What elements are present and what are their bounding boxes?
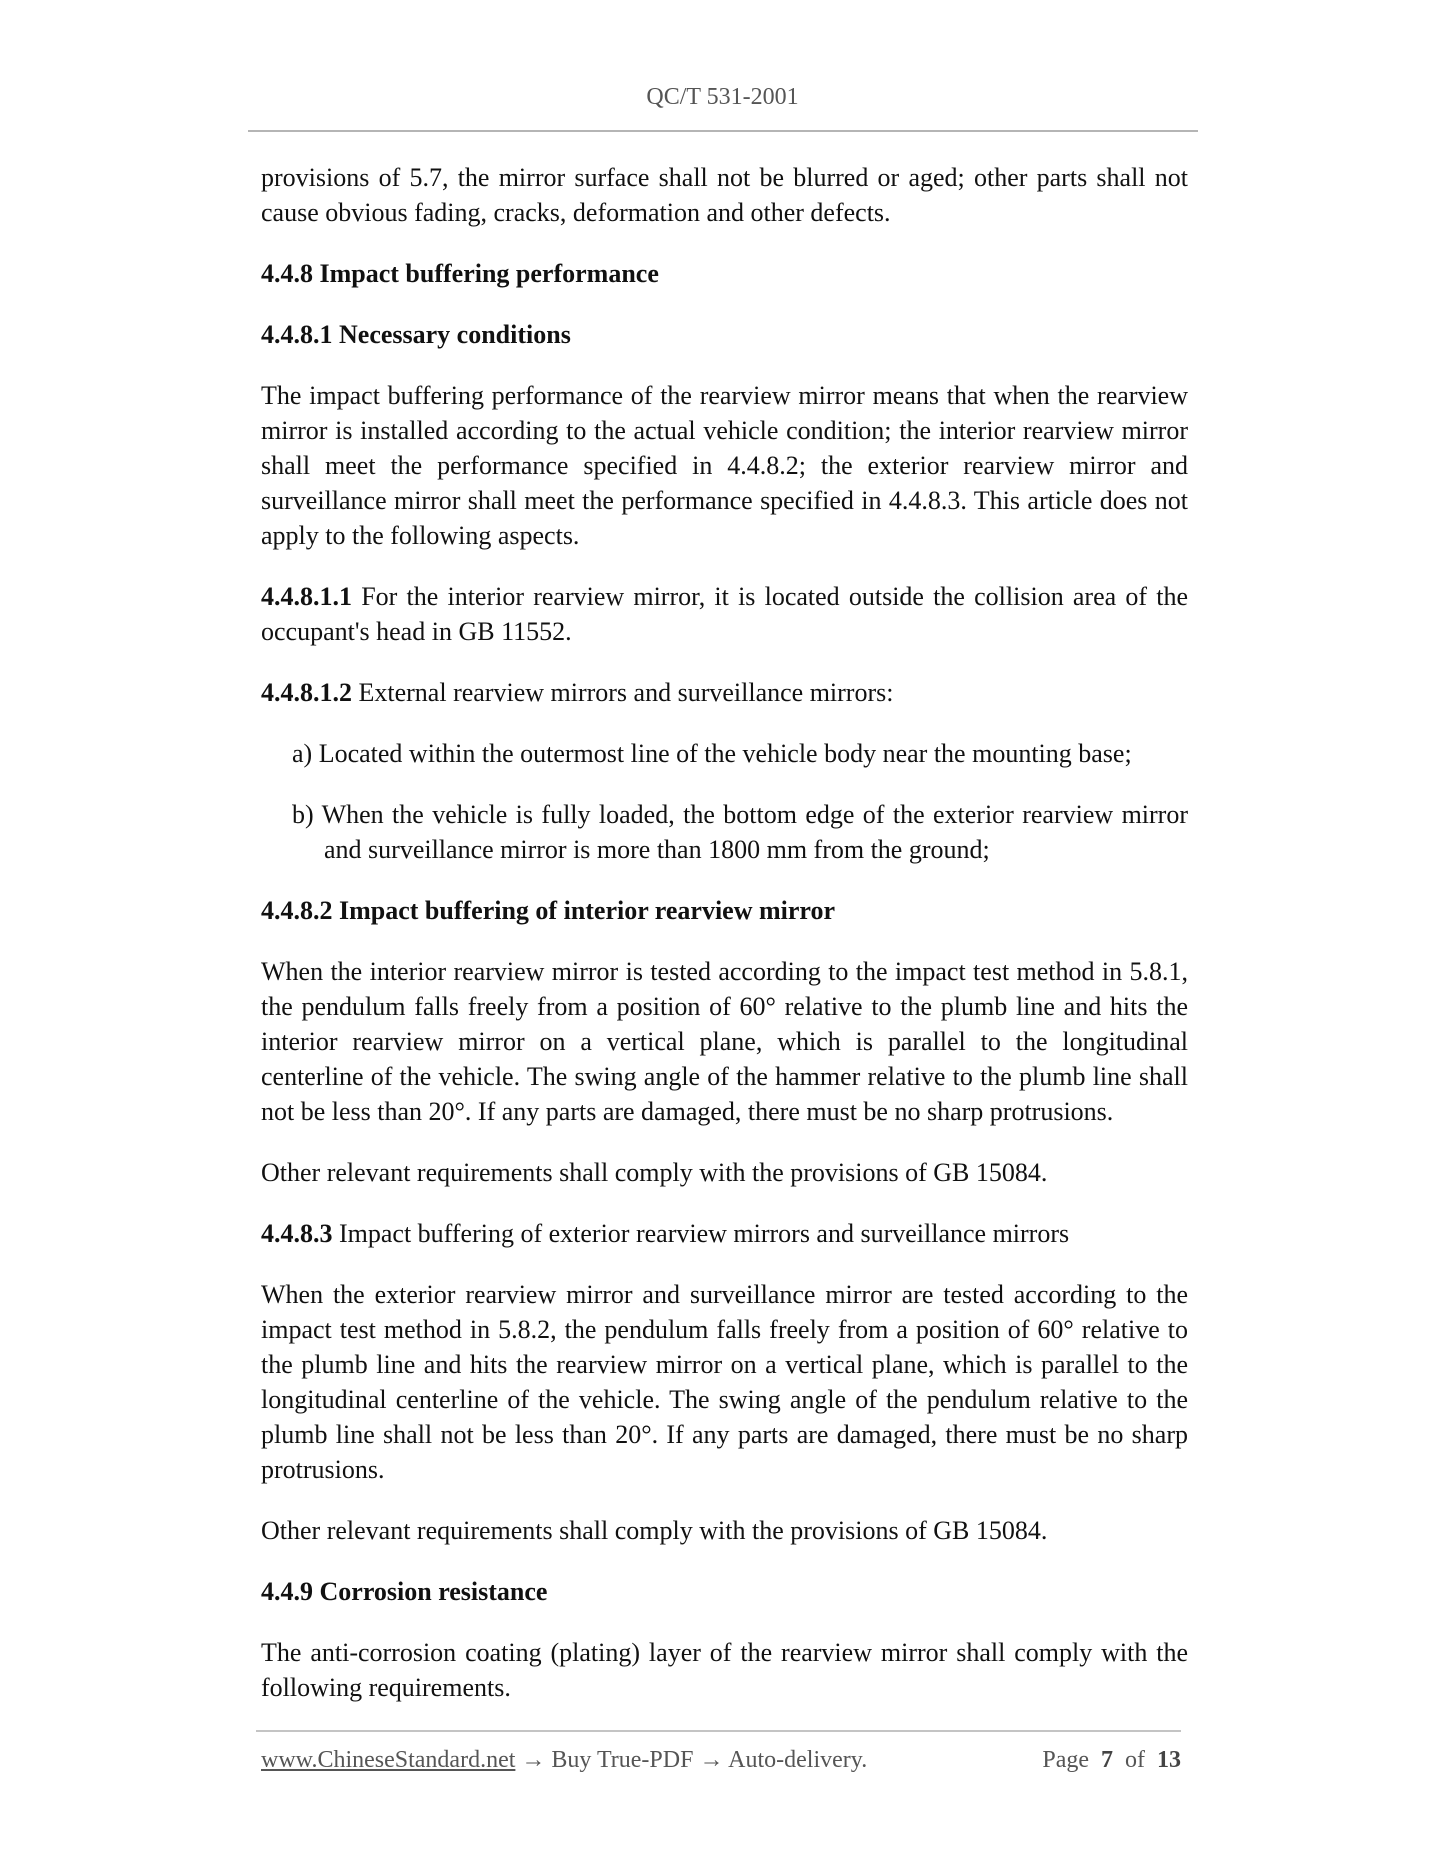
total-pages: 13: [1157, 1747, 1181, 1773]
page-label: Page: [1042, 1747, 1089, 1773]
clause-number: 4.4.8.1.2: [261, 678, 352, 707]
clause-number: 4.4.8.1.1: [261, 582, 352, 611]
page-body: [261, 160, 1188, 1731]
document-code-header: QC/T 531-2001: [646, 84, 799, 110]
section-heading-4-4-9: 4.4.9 Corrosion resistance: [261, 1577, 548, 1606]
clause-4-4-8-1-2: [261, 675, 1188, 710]
page-of-label: of: [1125, 1747, 1145, 1773]
paragraph-4-4-8-3: When the exterior rearview mirror and surveillance mirror are tested according to the impact test method in 5.8.2, the pendulum falls freely from a position of 60° relative to the plumb line and hits the rearview mirror on a vertical plane, which is parallel to the longitudinal centerline of the vehicle. The swing angle of the pendulum relative to the plumb line shall not be less than 20°. If any parts are damaged, there must be no sharp protrusions.: [261, 1280, 1188, 1484]
clause-text: External rearview mirrors and surveillance mirrors:: [352, 678, 894, 707]
clause-4-4-8-1-1: [261, 579, 1188, 649]
list-item-b: b) When the vehicle is fully loaded, the bottom edge of the exterior rearview mirror and surveillance mirror is more than 1800 mm from the ground;: [292, 800, 1188, 864]
list-item-a: a) Located within the outermost line of the vehicle body near the mounting base;: [292, 739, 1132, 768]
footer-divider: [256, 1730, 1181, 1732]
website-link[interactable]: www.ChineseStandard.net: [261, 1747, 516, 1773]
header-divider: [248, 130, 1198, 132]
footer-promo: [261, 1747, 867, 1774]
auto-delivery-text: Auto-delivery.: [728, 1747, 868, 1773]
intro-paragraph: provisions of 5.7, the mirror surface shall not be blurred or aged; other parts shall not cause obvious fading, cracks, deformation and other defects.: [261, 163, 1188, 227]
clause-4-4-8-3: [261, 1216, 1188, 1251]
section-heading-4-4-8-2: 4.4.8.2 Impact buffering of interior rearview mirror: [261, 896, 836, 925]
section-heading-4-4-8: 4.4.8 Impact buffering performance: [261, 259, 659, 288]
arrow-right-icon: →: [693, 1747, 729, 1773]
buy-pdf-text: Buy True-PDF: [551, 1747, 694, 1773]
paragraph-4-4-9: The anti-corrosion coating (plating) layer of the rearview mirror shall comply with the following requirements.: [261, 1638, 1188, 1702]
other-requirements-4-4-8-2: Other relevant requirements shall comply with the provisions of GB 15084.: [261, 1158, 1048, 1187]
paragraph-4-4-8-1: The impact buffering performance of the rearview mirror means that when the rearview mirror is installed according to the actual vehicle condition; the interior rearview mirror shall meet the performance specified in 4.4.8.2; the exterior rearview mirror and surveillance mirror shall meet the performance specified in 4.4.8.3. This article does not apply to the following aspects.: [261, 381, 1188, 550]
arrow-right-icon: →: [515, 1747, 552, 1773]
clause-number: 4.4.8.3: [261, 1219, 333, 1248]
clause-text: For the interior rearview mirror, it is located outside the collision area of the occupant's head in GB 11552.: [261, 582, 1188, 646]
clause-text: Impact buffering of exterior rearview mirrors and surveillance mirrors: [332, 1219, 1070, 1248]
current-page: 7: [1101, 1747, 1113, 1773]
other-requirements-4-4-8-3: Other relevant requirements shall comply with the provisions of GB 15084.: [261, 1516, 1048, 1545]
paragraph-4-4-8-2: When the interior rearview mirror is tested according to the impact test method in 5.8.1, the pendulum falls freely from a position of 60° relative to the plumb line and hits the interior rearview mirror on a vertical plane, which is parallel to the longitudinal centerline of the vehicle. The swing angle of the hammer relative to the plumb line shall not be less than 20°. If any parts are damaged, there must be no sharp protrusions.: [261, 957, 1188, 1126]
page-indicator: [1042, 1747, 1181, 1774]
section-heading-4-4-8-1: 4.4.8.1 Necessary conditions: [261, 320, 571, 349]
